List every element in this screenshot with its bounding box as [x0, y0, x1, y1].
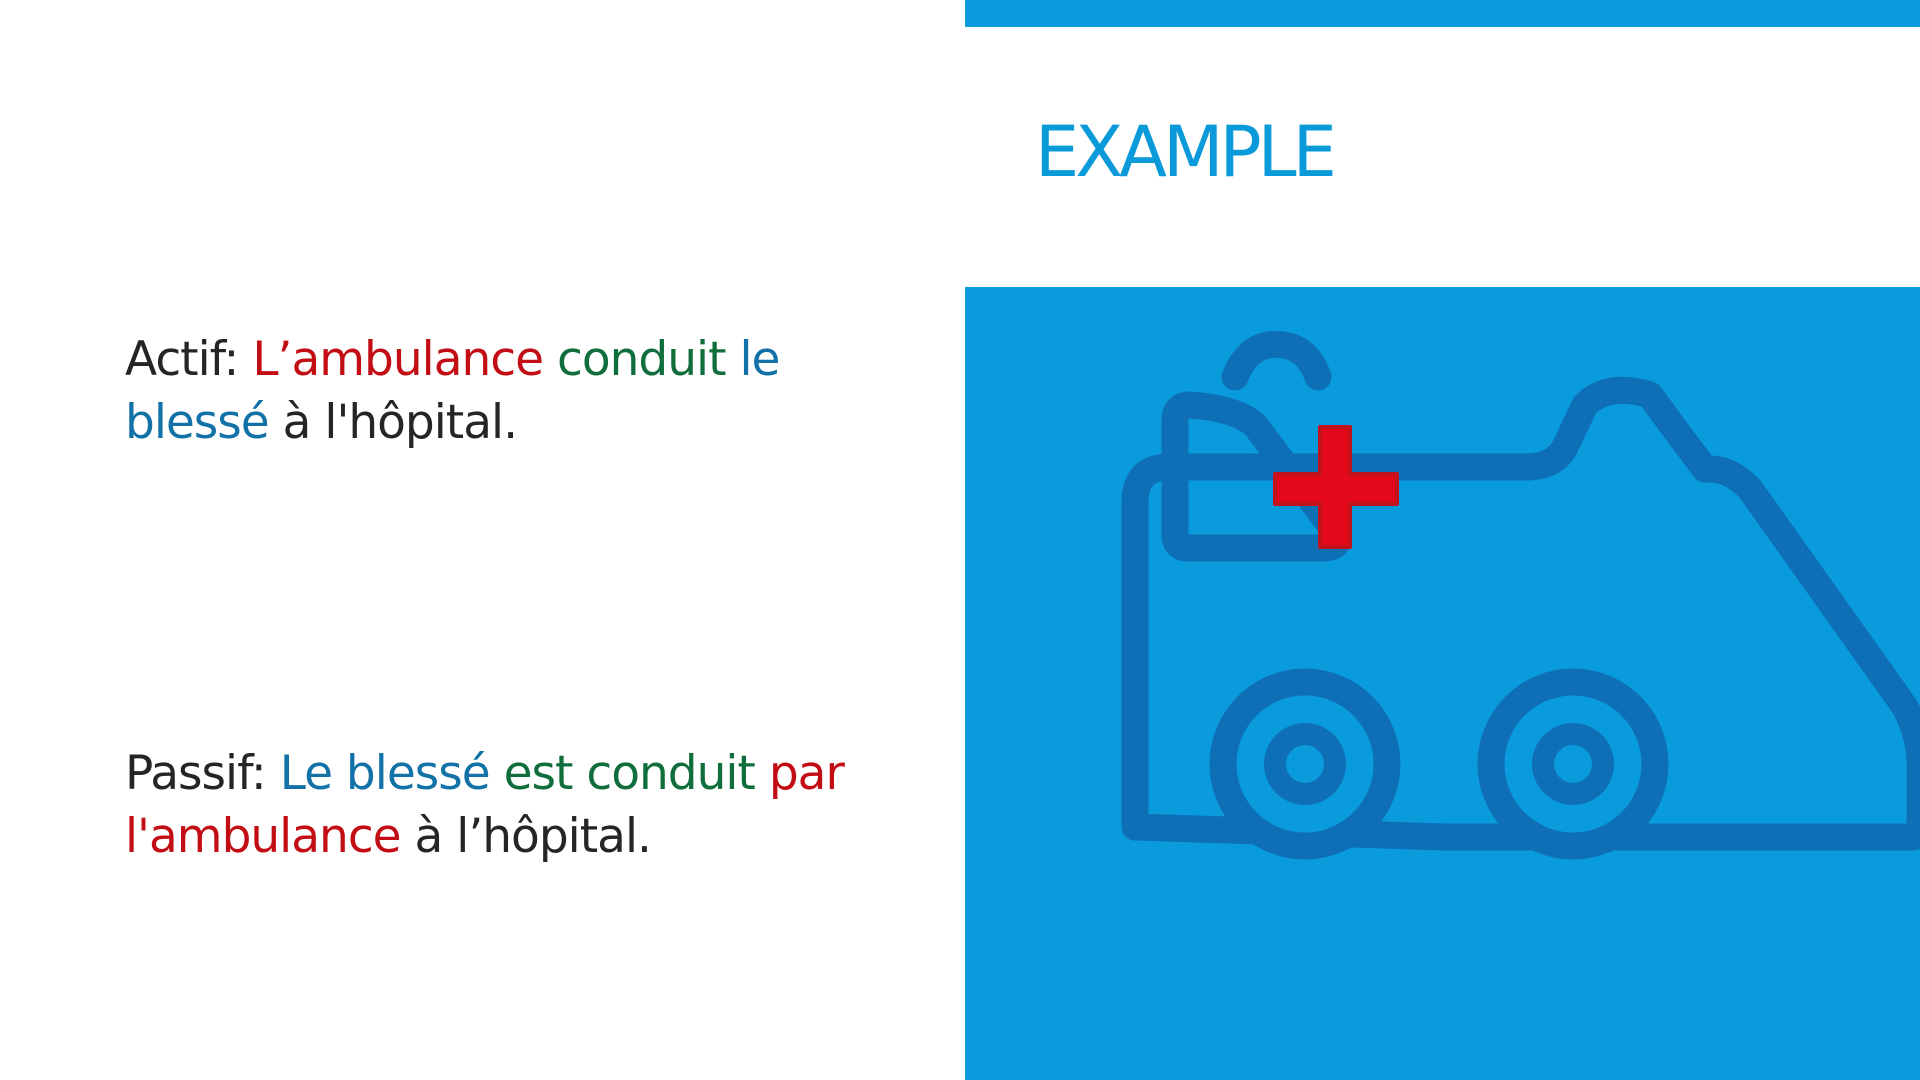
passive-verb: est conduit — [503, 746, 755, 801]
passive-sentence — [125, 742, 885, 868]
red-cross — [1275, 427, 1397, 547]
active-object: le blessé — [125, 332, 780, 450]
passive-rest: à l’hôpital. — [400, 809, 651, 864]
active-label: Actif: — [125, 332, 253, 387]
active-rest: à l'hôpital. — [268, 395, 518, 450]
ambulance-beacon — [1235, 344, 1318, 377]
ambulance-wheels — [1223, 682, 1655, 846]
active-verb: conduit — [557, 332, 726, 387]
image-panel — [965, 287, 1920, 1080]
passive-subject: Le blessé — [279, 746, 490, 801]
slide-title: EXAMPLE — [1035, 111, 1333, 193]
ambulance-icon — [965, 287, 1920, 1080]
passive-space-1 — [490, 746, 504, 801]
active-sentence — [125, 328, 885, 454]
top-accent-bar — [965, 0, 1920, 27]
passive-label: Passif: — [125, 746, 280, 801]
front-hub — [1543, 734, 1603, 794]
title-box — [965, 27, 1920, 287]
active-space-1 — [543, 332, 557, 387]
passive-space-2 — [755, 746, 769, 801]
passive-agent: par l'ambulance — [125, 746, 844, 864]
active-space-2 — [726, 332, 740, 387]
rear-hub — [1275, 734, 1335, 794]
active-subject: L’ambulance — [252, 332, 544, 387]
